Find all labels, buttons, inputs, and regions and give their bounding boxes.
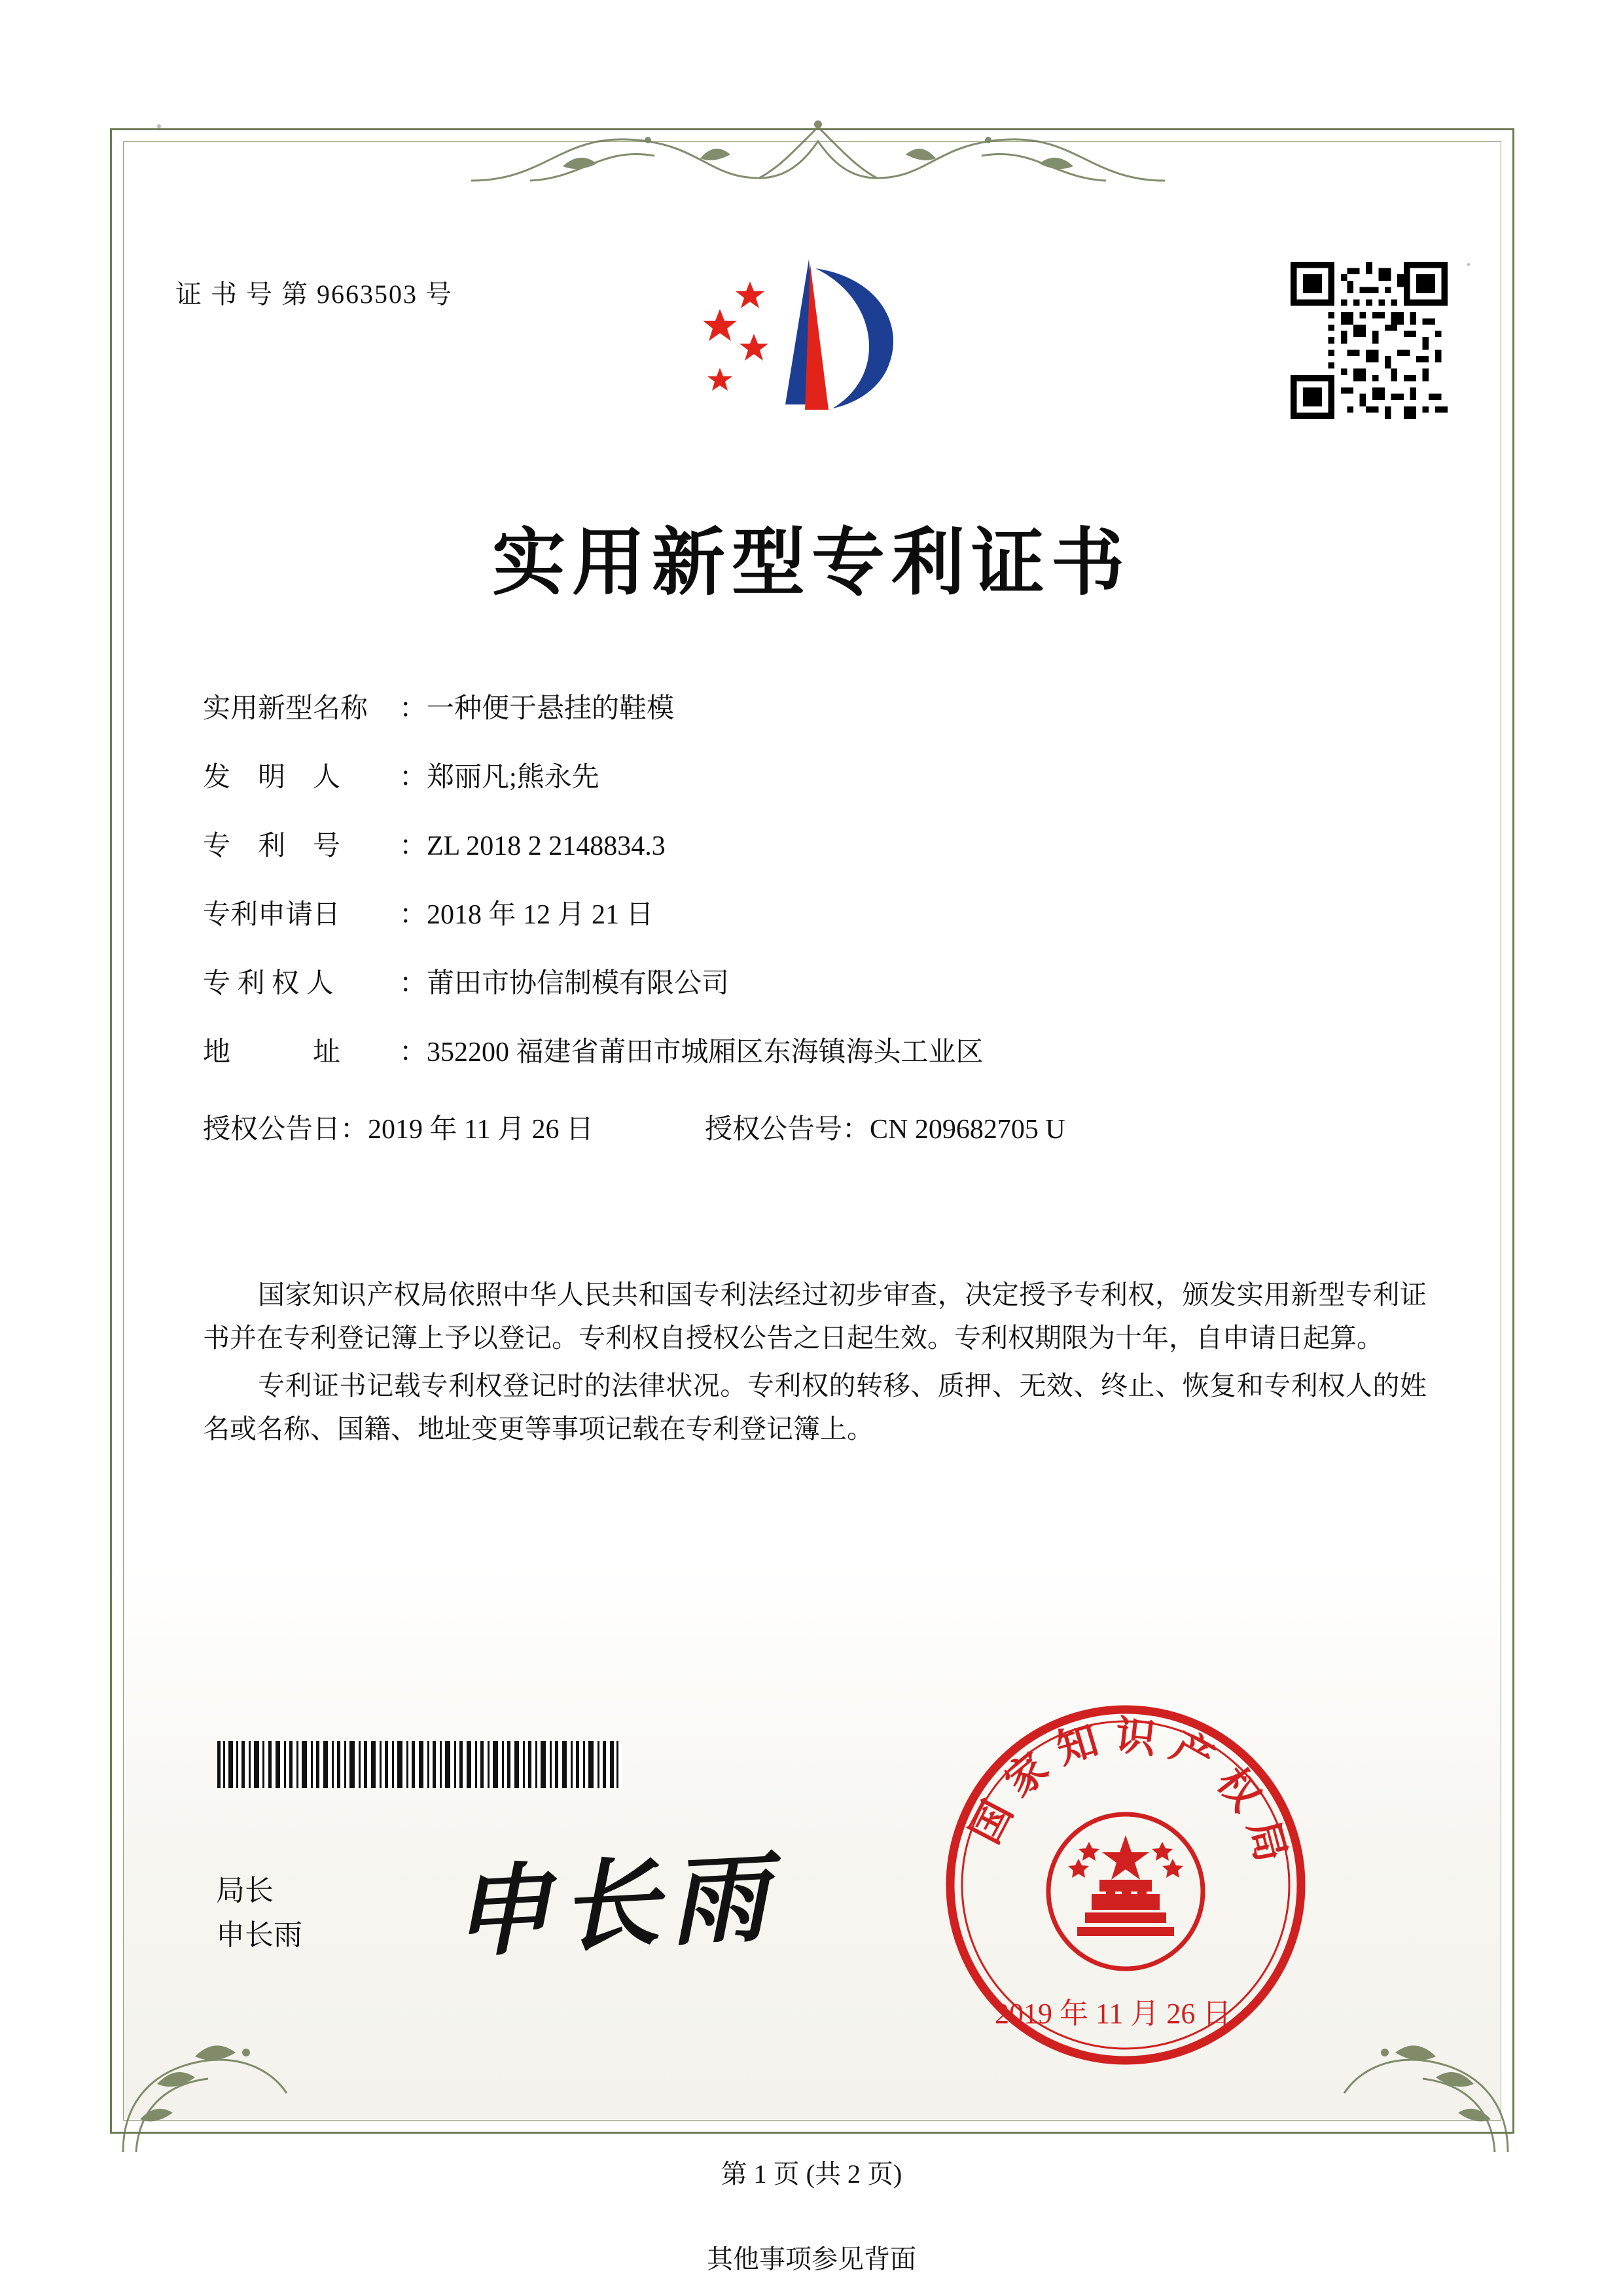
field-colon: ： (399, 762, 427, 793)
field-row (203, 970, 1446, 997)
field-colon: ： (399, 694, 427, 724)
field-value: 郑丽凡;熊永先 (427, 762, 599, 793)
field-label: 发 明 人 (203, 762, 341, 793)
publication-date-label: 授权公告日： (203, 1115, 368, 1145)
field-colon: ： (399, 831, 427, 861)
svg-text:国家知识产权局: 国家知识产权局 (963, 1713, 1296, 1879)
page-indicator: 第 1 页 (共 2 页) (721, 2159, 902, 2189)
publication-date-value: 2019 年 11 月 26 日 (368, 1115, 594, 1145)
ornament-top-icon (452, 115, 1185, 194)
field-value: 2018 年 12 月 21 日 (427, 900, 654, 930)
certificate-number: 证 书 号 第 9663503 号 (175, 279, 453, 309)
publication-number-label: 授权公告号： (704, 1115, 870, 1145)
ornament-bottom-left-icon (116, 2028, 313, 2159)
barcode-icon (216, 1741, 622, 1788)
field-row (203, 833, 1446, 860)
field-colon: ： (399, 1037, 427, 1067)
field-label: 专 利 权 人 (203, 969, 334, 999)
field-row (203, 1039, 1446, 1066)
page-title: 实用新型专利证书 (492, 523, 1131, 604)
back-side-note: 其他事项参见背面 (707, 2244, 916, 2274)
seal-date: 2019 年 11 月 26 日 (995, 1998, 1232, 2030)
field-label: 地 址 (203, 1037, 341, 1067)
field-label: 专 利 号 (203, 831, 341, 861)
field-colon: ： (399, 900, 427, 930)
director-title: 局长 (216, 1874, 274, 1907)
handwritten-signature: 申长雨 (449, 1839, 781, 1971)
publication-number-value: CN 209682705 U (869, 1115, 1065, 1145)
qr-code-icon (1291, 262, 1448, 419)
field-value: 352200 福建省莆田市城厢区东海镇海头工业区 (427, 1037, 984, 1067)
field-value: ZL 2018 2 2148834.3 (427, 831, 666, 861)
signature-block (216, 1869, 302, 1958)
field-colon: ： (399, 969, 427, 999)
legal-paragraph: 专利证书记载专利权登记时的法律状况。专利权的转移、质押、无效、终止、恢复和专利权人的姓名或名称、国籍、地址变更等事项记载在专利登记簿上。 (203, 1370, 1427, 1444)
field-row (203, 764, 1446, 791)
field-row (203, 695, 1446, 723)
legal-text (203, 1273, 1427, 1455)
field-list (203, 695, 1446, 1181)
director-name: 申长雨 (216, 1919, 302, 1952)
ornament-bottom-right-icon (1318, 2028, 1514, 2159)
cnipa-logo-icon (694, 249, 910, 439)
paper-speck (1467, 263, 1470, 266)
legal-paragraph: 国家知识产权局依照中华人民共和国专利法经过初步审查，决定授予专利权，颁发实用新型专利证书并在专利登记簿上予以登记。专利权自授权公告之日起生效。专利权期限为十年，自申请日起算。 (203, 1280, 1427, 1354)
field-value: 一种便于悬挂的鞋模 (427, 694, 675, 724)
field-value: 莆田市协信制模有限公司 (427, 969, 730, 999)
publication-row (203, 1107, 1446, 1147)
field-row (203, 901, 1446, 929)
paper-speck (157, 124, 161, 128)
field-label: 专利申请日 (203, 900, 341, 930)
field-label: 实用新型名称 (203, 694, 368, 724)
